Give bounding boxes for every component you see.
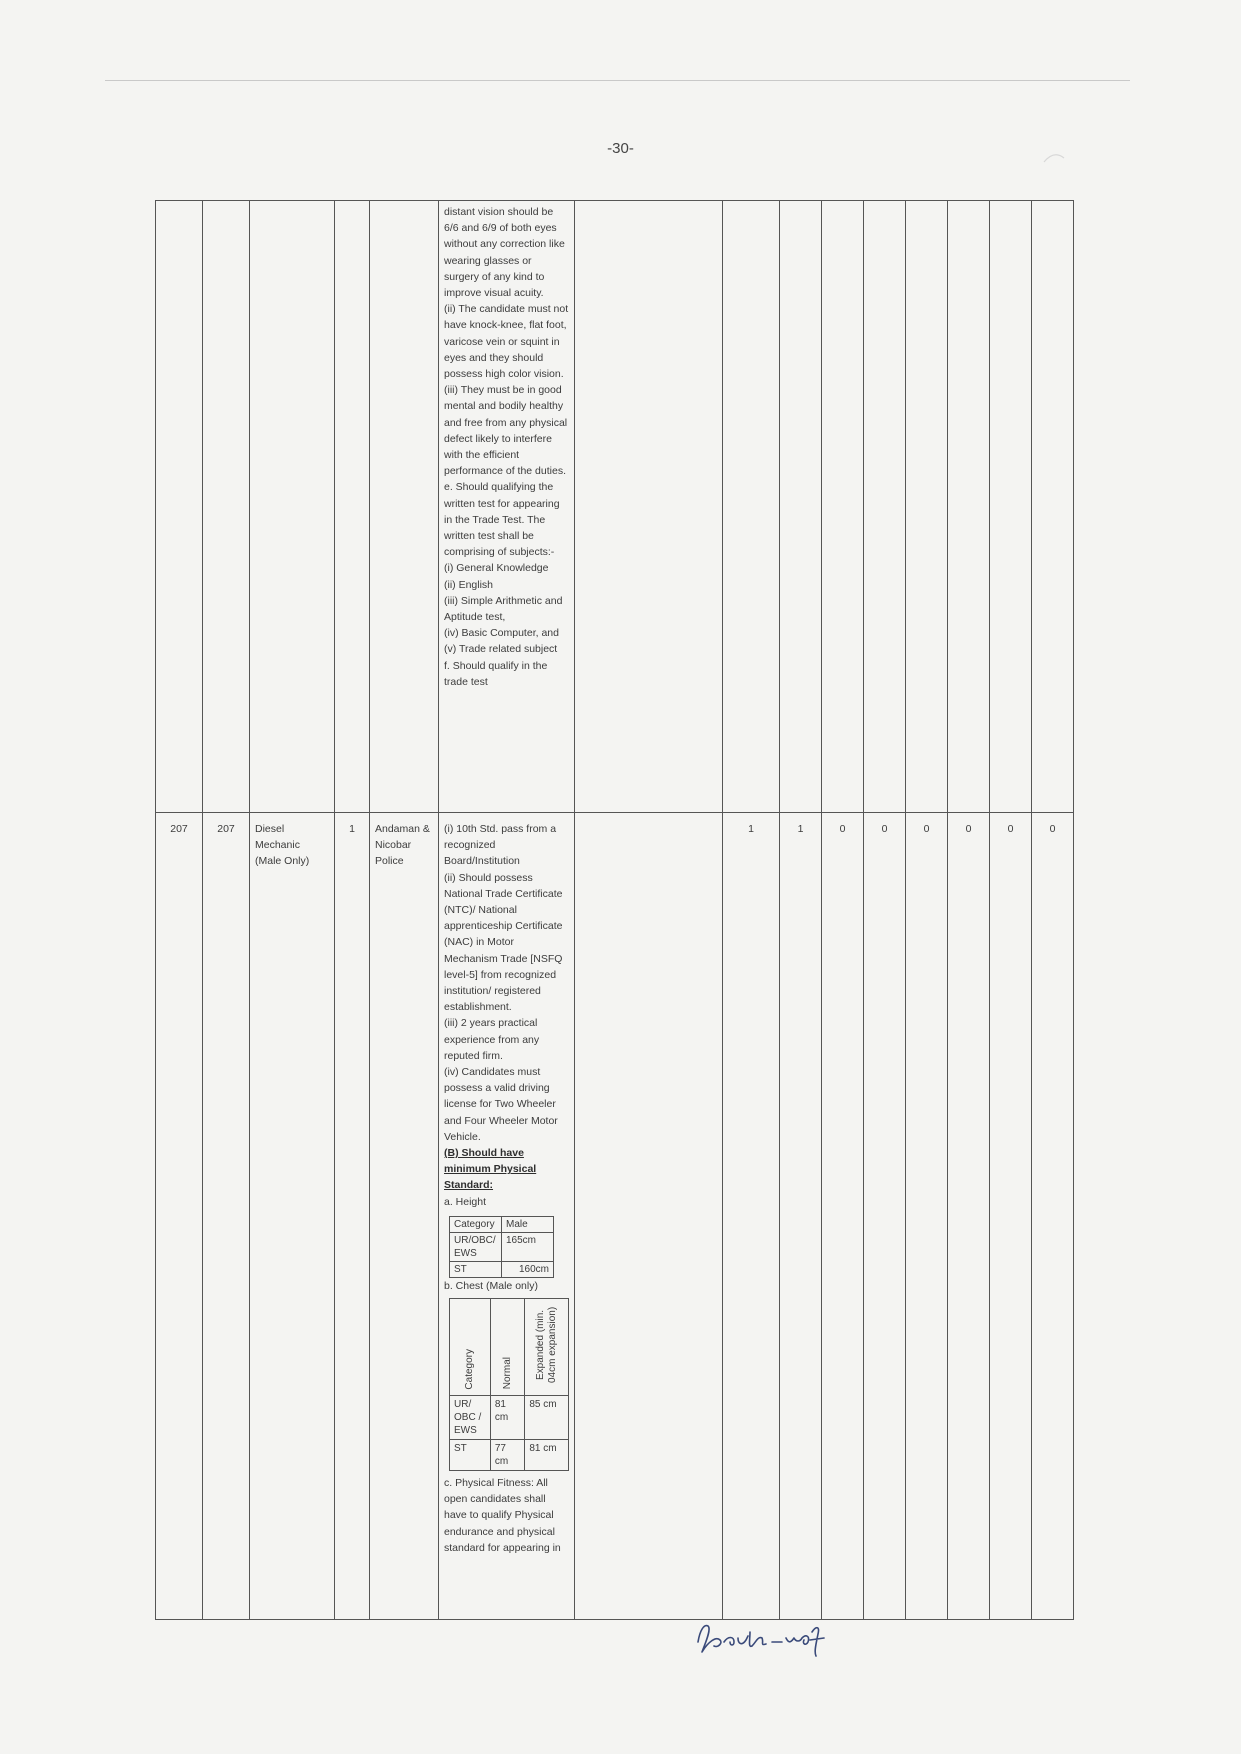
height-header-male: Male <box>502 1216 554 1232</box>
post-name-cell: Diesel Mechanic (Male Only) <box>250 813 335 1620</box>
chest-cell: 81 cm <box>525 1440 569 1471</box>
count-cell: 0 <box>864 813 906 1620</box>
eligibility-cell <box>439 813 575 1620</box>
chest-label: b. Chest (Male only) <box>444 1279 538 1292</box>
vacancies-cell: 1 <box>335 813 370 1620</box>
chest-header-normal: Normal <box>490 1299 524 1396</box>
height-header-category: Category <box>450 1216 502 1232</box>
eligibility-line: (iv) Candidates must possess a valid driving license for Two Wheeler and Four Wheeler Motor Vehicle. <box>444 1066 558 1143</box>
eligibility-line: (i) 10th Std. pass from a recognized Board/Institution <box>444 823 557 868</box>
height-cell: UR/OBC/ EWS <box>450 1232 502 1261</box>
eligibility-line: (iv) Basic Computer, and <box>444 627 559 640</box>
chest-cell: 81 cm <box>490 1396 524 1440</box>
signature-icon <box>690 1612 840 1662</box>
eligibility-line: (iii) Simple Arithmetic and Aptitude test, <box>444 594 563 624</box>
margin-mark-icon <box>1040 148 1070 168</box>
height-label: a. Height <box>444 1195 487 1208</box>
chest-header-category: Category <box>450 1299 491 1396</box>
remarks-cell <box>575 813 723 1620</box>
eligibility-line: (ii) Should possess National Trade Certificate (NTC)/ National apprenticeship Certificate (NAC) in Motor Mechanism Trade [NSFQ level-5] from recognized institution/ registered establishment. <box>444 871 563 1014</box>
page-number: -30- <box>607 140 634 157</box>
eligibility-line: (ii) The candidate must not have knock-knee, flat foot, varicose vein or squint in eyes and they should possess high color vision. <box>444 303 569 381</box>
physical-standard-heading: (B) Should have minimum Physical Standard: <box>444 1147 537 1192</box>
count-cell: 0 <box>822 813 864 1620</box>
height-cell: ST <box>450 1261 502 1277</box>
height-table <box>449 1216 554 1278</box>
height-cell: 160cm <box>502 1261 554 1277</box>
eligibility-cell-continued <box>439 201 575 813</box>
height-cell: 165cm <box>502 1232 554 1261</box>
table-row-207 <box>156 813 1074 1620</box>
eligibility-line: (i) General Knowledge <box>444 562 549 575</box>
sl-no-cell: 207 <box>156 813 203 1620</box>
chest-cell: 85 cm <box>525 1396 569 1440</box>
count-cell: 0 <box>1032 813 1074 1620</box>
table-row-continuation <box>156 201 1074 813</box>
chest-cell: ST <box>450 1440 491 1471</box>
fitness-text: c. Physical Fitness: All open candidates shall have to qualify Physical endurance and physical standard for appearing in <box>444 1477 561 1554</box>
eligibility-line: (iii) 2 years practical experience from any reputed firm. <box>444 1017 540 1062</box>
vacancy-table <box>155 200 1074 1620</box>
eligibility-line: distant vision should be 6/6 and 6/9 of both eyes without any correction like wearing glasses or surgery of any kind to improve visual acuity. <box>444 206 565 300</box>
chest-cell: UR/ OBC / EWS <box>450 1396 491 1440</box>
count-cell: 1 <box>780 813 822 1620</box>
count-cell: 0 <box>948 813 990 1620</box>
count-cell: 0 <box>990 813 1032 1620</box>
eligibility-line: e. Should qualifying the written test for appearing in the Trade Test. The written test shall be comprising of subjects:- <box>444 481 560 559</box>
post-code-cell: 207 <box>203 813 250 1620</box>
department-cell: Andaman & Nicobar Police <box>370 813 439 1620</box>
top-rule <box>105 80 1130 81</box>
eligibility-line: (ii) English <box>444 578 494 591</box>
count-cell: 0 <box>906 813 948 1620</box>
eligibility-line: (v) Trade related subject <box>444 643 558 656</box>
count-cell: 1 <box>723 813 780 1620</box>
eligibility-line: f. Should qualify in the trade test <box>444 659 548 688</box>
chest-header-expanded: Expanded (min. 04cm expansion) <box>525 1299 569 1396</box>
chest-table <box>449 1298 569 1471</box>
chest-cell: 77 cm <box>490 1440 524 1471</box>
eligibility-line: (iii) They must be in good mental and bodily healthy and free from any physical defect likely to interfere with the efficient performance of the duties. <box>444 384 568 478</box>
